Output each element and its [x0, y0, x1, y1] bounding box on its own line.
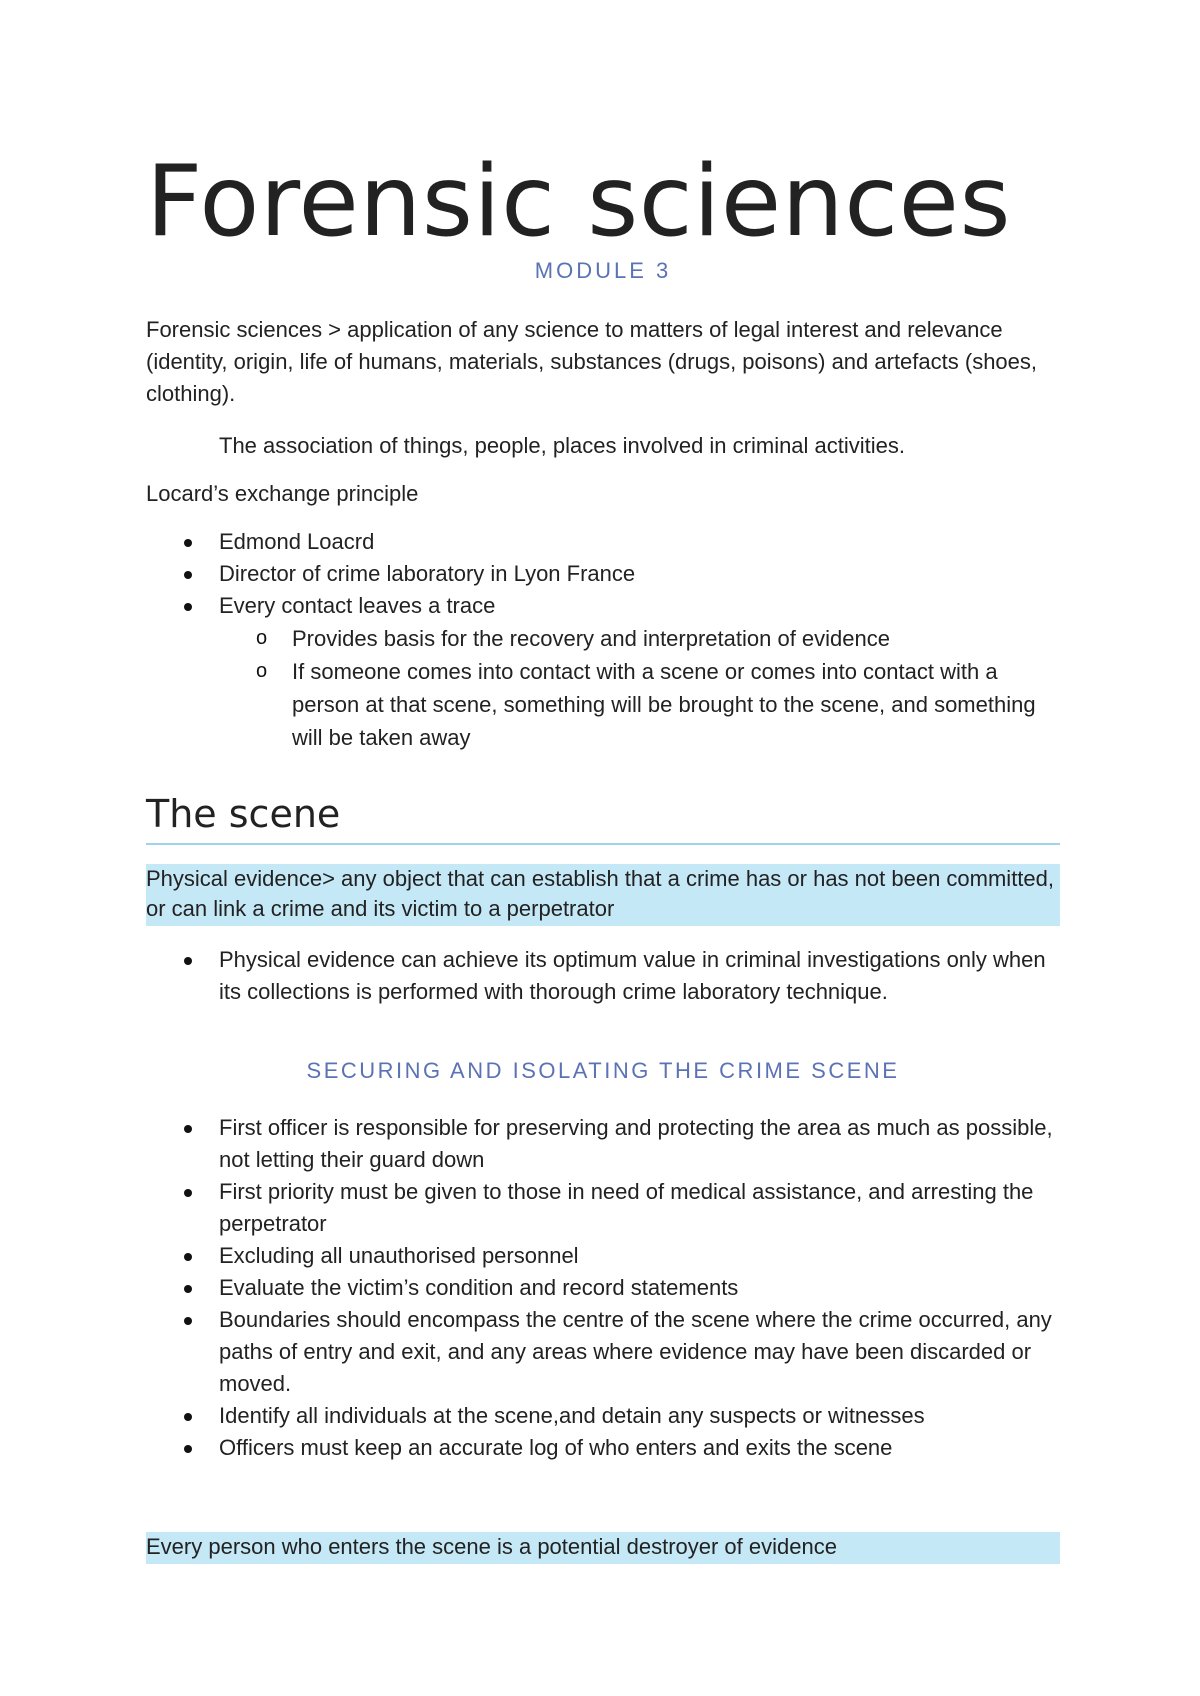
bullet-dot-icon — [184, 1253, 192, 1261]
list-item — [146, 1304, 1060, 1400]
bullet-dot-icon — [184, 539, 192, 547]
list-item — [146, 1432, 1060, 1464]
list-item-text: Director of crime laboratory in Lyon France — [219, 561, 636, 586]
section-heading-the-scene: The scene — [146, 792, 341, 836]
list-item — [146, 1272, 1060, 1304]
list-item-text: Physical evidence can achieve its optimum value in criminal investigations only when its collections is performed with thorough crime laboratory technique. — [219, 947, 1046, 1004]
physical-evidence-bullet-list — [146, 944, 1060, 1008]
bullet-dot-icon — [184, 1189, 192, 1197]
document-subtitle: MODULE 3 — [534, 258, 672, 283]
list-item — [146, 590, 1060, 754]
securing-heading: SECURING AND ISOLATING THE CRIME SCENE — [306, 1058, 900, 1083]
physical-evidence-highlight: Physical evidence> any object that can establish that a crime has or has not been committed, or can link a crime and its victim to a perpetrator — [146, 864, 1060, 926]
list-item-text: Evaluate the victim’s condition and record statements — [219, 1275, 739, 1300]
locard-sub-bullet-list — [219, 622, 1060, 754]
bullet-dot-icon — [184, 571, 192, 579]
list-item-text: First priority must be given to those in need of medical assistance, and arresting the perpetrator — [219, 1179, 1034, 1236]
hollow-bullet-icon: o — [256, 627, 268, 649]
sub-list-item — [219, 655, 1060, 754]
securing-bullet-list — [146, 1112, 1060, 1464]
locard-bullet-list — [146, 526, 1060, 754]
sub-list-item-text: If someone comes into contact with a scene or comes into contact with a person at that scene, something will be brought to the scene, and something will be taken away — [292, 659, 1036, 750]
list-item — [146, 944, 1060, 1008]
document-title: Forensic sciences — [146, 145, 1011, 259]
list-item-text: Identify all individuals at the scene,and detain any suspects or witnesses — [219, 1403, 925, 1428]
bullet-dot-icon — [184, 1285, 192, 1293]
list-item — [146, 526, 1060, 558]
association-paragraph: The association of things, people, places involved in criminal activities. — [219, 433, 906, 458]
list-item-text: Officers must keep an accurate log of who enters and exits the scene — [219, 1435, 893, 1460]
bullet-dot-icon — [184, 1125, 192, 1133]
sub-list-item-text: Provides basis for the recovery and interpretation of evidence — [292, 626, 890, 651]
bullet-dot-icon — [184, 1413, 192, 1421]
bullet-dot-icon — [184, 1317, 192, 1325]
list-item — [146, 1400, 1060, 1432]
bullet-dot-icon — [184, 957, 192, 965]
list-item — [146, 1240, 1060, 1272]
sub-list-item — [219, 622, 1060, 655]
list-item — [146, 1176, 1060, 1240]
list-item-text: First officer is responsible for preserving and protecting the area as much as possible, not letting their guard down — [219, 1115, 1053, 1172]
list-item-text: Boundaries should encompass the centre of the scene where the crime occurred, any paths of entry and exit, and any areas where evidence may have been discarded or moved. — [219, 1307, 1052, 1396]
list-item-text: Excluding all unauthorised personnel — [219, 1243, 579, 1268]
list-item — [146, 1112, 1060, 1176]
section-heading-rule — [146, 843, 1060, 845]
list-item-text: Every contact leaves a trace — [219, 593, 496, 618]
bullet-dot-icon — [184, 603, 192, 611]
list-item-text: Edmond Loacrd — [219, 529, 375, 554]
list-item — [146, 558, 1060, 590]
bullet-dot-icon — [184, 1445, 192, 1453]
intro-paragraph: Forensic sciences > application of any science to matters of legal interest and relevance (identity, origin, life of humans, materials, substances (drugs, poisons) and artefacts (shoes, clothing). — [146, 317, 1038, 406]
hollow-bullet-icon: o — [256, 660, 268, 682]
locard-heading: Locard’s exchange principle — [146, 481, 419, 506]
closing-highlight: Every person who enters the scene is a potential destroyer of evidence — [146, 1532, 1060, 1564]
